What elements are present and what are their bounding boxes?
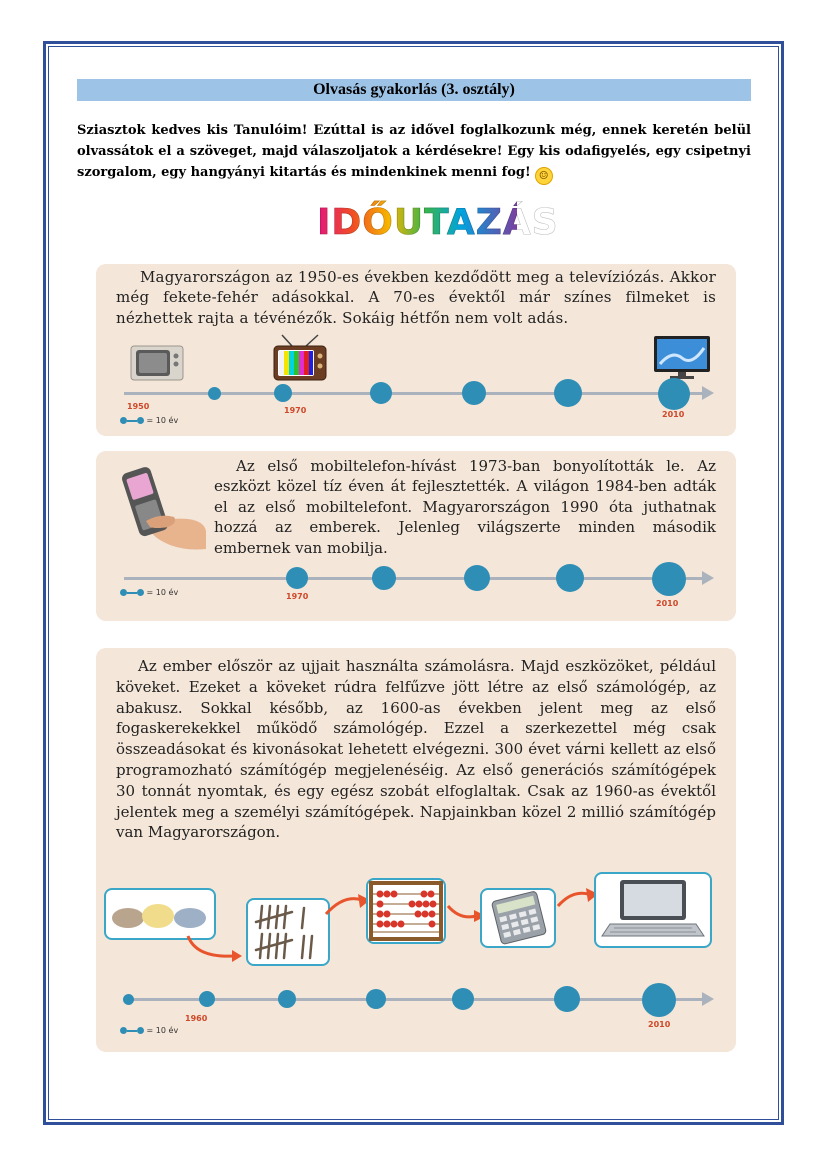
timeline-dot xyxy=(554,986,580,1012)
page-title: Olvasás gyakorlás (3. osztály) xyxy=(77,79,751,101)
timeline-dot xyxy=(658,378,690,410)
timeline-dot xyxy=(452,988,474,1010)
calculator-box xyxy=(480,888,556,948)
timeline-dot xyxy=(208,387,221,400)
timeline-legend: = 10 év xyxy=(120,416,178,425)
timeline-computer xyxy=(96,980,736,1029)
timeline-dot xyxy=(556,564,584,592)
year-label: 2010 xyxy=(656,599,679,608)
abacus-box xyxy=(366,878,446,944)
panel-computer-text: Az ember először az ujjait használta számolásra. Majd eszközöket, például köveket. Ezeket a köveket rúdra felfűzve jött létre az első számológép, az abakusz. Sokkal később, az 1600-as években jelent meg az első fogaskerekekkel működő számológép. Ezzel a szerkezettel még csak összeadásokat és kivonásokat lehetett elvégezni. 300 évet várni kellett az első programozható számítógép megjelenéséig. Az első generációs számítógépek 30 tonnát nyomtak, és egy egész szobát elfoglaltak. Csak az 1960-as évektől jelentek meg a személyi számítógépek. Napjainkban közel 2 millió számítógép van Magyarországon. xyxy=(116,657,716,842)
year-label: 1960 xyxy=(185,1014,208,1023)
stones-icon xyxy=(106,890,214,938)
timeline-dot xyxy=(370,382,392,404)
year-label: 1970 xyxy=(284,406,307,415)
intro-text: Sziasztok kedves kis Tanulóim! Ezúttal is az idővel foglalkozunk még, ennek keretén belül olvassátok el a szöveget, majd válaszoljatok a kérdésekre! Egy kis odafigyelés, egy csipetnyi szorgalom, egy hangyányi kitartás és mindenkinek menni fog! xyxy=(77,123,751,180)
laptop-box xyxy=(594,872,712,948)
main-heading: IDŐUTAZÁS xyxy=(317,202,559,243)
timeline-dot xyxy=(652,562,686,596)
panel-mobile-phone-text: Az első mobiltelefon-hívást 1973-ban bonyolították le. Az eszközt közel tíz éven át fejlesztették. A világon 1984-ben adták el az első mobiltelefont. Magyarországon 1990 óta juthatnak hozzá az emberek. Jelenleg világszerte minden második embernek van mobilja. xyxy=(214,457,716,557)
timeline-dot xyxy=(123,994,134,1005)
tally-box xyxy=(246,898,330,966)
calculator-icon xyxy=(482,890,554,946)
year-label: 1970 xyxy=(286,592,309,601)
arrow-icon xyxy=(186,934,246,964)
timeline-dot xyxy=(554,379,582,407)
year-label: 2010 xyxy=(648,1020,671,1029)
timeline-dot xyxy=(464,565,490,591)
timeline-legend: = 10 év xyxy=(120,1026,178,1035)
timeline-dot xyxy=(278,990,296,1008)
intro-paragraph xyxy=(77,120,751,185)
laptop-icon xyxy=(596,874,710,946)
timeline-dot xyxy=(372,566,396,590)
timeline-dot xyxy=(366,989,386,1009)
timeline-television xyxy=(96,374,736,419)
abacus-icon xyxy=(368,880,444,942)
timeline-dot xyxy=(642,983,676,1017)
mobile-phone-icon xyxy=(116,465,208,551)
panel-mobile-phone xyxy=(96,451,736,621)
panel-television xyxy=(96,264,736,436)
timeline-mobile xyxy=(96,559,736,608)
timeline-dot xyxy=(274,384,292,402)
timeline-dot xyxy=(199,991,215,1007)
smiley-icon: ☺ xyxy=(535,167,553,185)
tally-marks-icon xyxy=(248,900,328,964)
panel-computer xyxy=(96,648,736,1052)
timeline-legend: = 10 év xyxy=(120,588,178,597)
timeline-dot xyxy=(286,567,308,589)
year-label: 1950 xyxy=(127,402,150,411)
panel-television-text: Magyarországon az 1950-es években kezdődött meg a televíziózás. Akkor még fekete-fehér adásokkal. A 70-es évektől már színes filmeket is nézhettek rajta a tévénézők. Sokáig hétfőn nem volt adás. xyxy=(116,268,716,327)
stones-box xyxy=(104,888,216,940)
timeline-dot xyxy=(462,381,486,405)
year-label: 2010 xyxy=(662,410,685,419)
